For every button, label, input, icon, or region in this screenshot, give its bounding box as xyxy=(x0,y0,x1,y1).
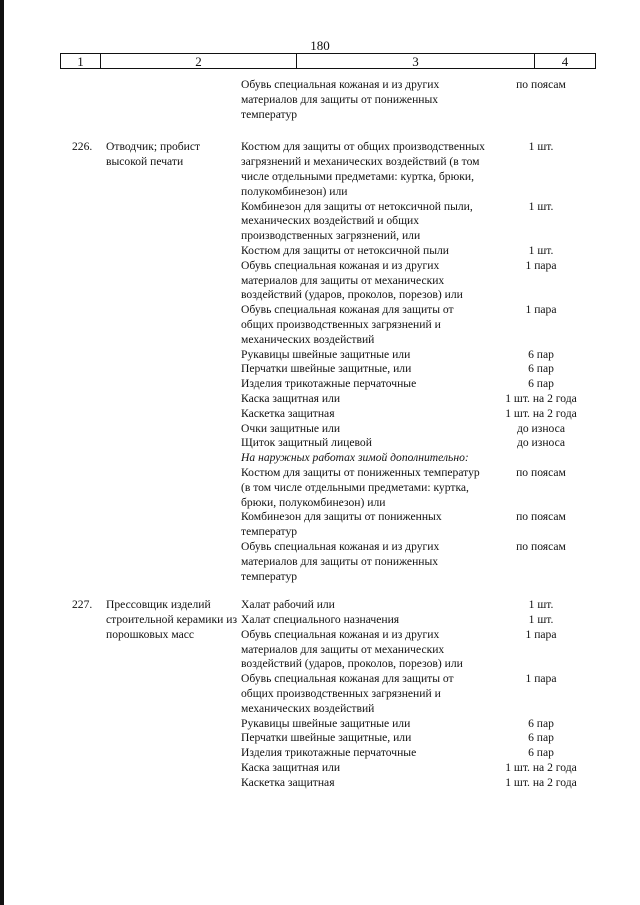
table-row xyxy=(241,540,596,584)
norm-cell: до износа xyxy=(516,436,566,450)
item-cell: Изделия трикотажные перчаточные xyxy=(241,377,417,391)
table-row xyxy=(241,598,596,613)
table-row xyxy=(241,672,596,716)
section-note: На наружных работах зимой дополнительно: xyxy=(241,451,469,465)
item-cell: Обувь специальная кожаная для защиты от общих производственных загрязнений и механических воздействий xyxy=(241,672,454,715)
norm-cell: 1 шт. на 2 года xyxy=(505,775,577,789)
item-cell: Изделия трикотажные перчаточные xyxy=(241,746,417,760)
page-number: 180 xyxy=(310,38,330,53)
column-header-1: 1 xyxy=(61,54,101,68)
item-cell: Халат специального назначения xyxy=(241,613,400,627)
norm-cell: 1 шт. xyxy=(528,613,554,627)
profession-name: Прессовщик изделий строительной керамики из порошковых масс xyxy=(106,598,238,641)
norm-cell: 1 шт. xyxy=(528,199,554,213)
item-cell: Костюм для защиты от нетоксичной пыли xyxy=(241,243,450,257)
table-row xyxy=(241,776,596,791)
entry-number: 226. xyxy=(72,140,93,154)
table-row xyxy=(241,362,596,377)
item-cell: Каскетка защитная xyxy=(241,406,335,420)
norm-cell: 1 пара xyxy=(525,627,557,641)
table-row xyxy=(241,392,596,407)
item-cell: Обувь специальная кожаная для защиты от общих производственных загрязнений и механических воздействий xyxy=(241,303,454,346)
table-row xyxy=(241,451,596,466)
table-row xyxy=(241,436,596,451)
entry-block xyxy=(60,598,596,790)
norm-cell: по поясам xyxy=(516,465,566,479)
norm-cell: по поясам xyxy=(516,78,566,91)
norm-cell: 1 пара xyxy=(525,672,557,686)
entry-block xyxy=(60,140,596,584)
table-row xyxy=(241,422,596,437)
table-row xyxy=(241,407,596,422)
item-cell: Обувь специальная кожаная и из других материалов для защиты от механических воздействий (ударов, проколов, порезов) или xyxy=(241,627,463,671)
table-row xyxy=(241,510,596,540)
item-cell: Каска защитная или xyxy=(241,761,341,775)
norm-cell: 1 шт. xyxy=(528,243,554,257)
table-row xyxy=(241,746,596,761)
norm-cell: 6 пар xyxy=(528,746,554,760)
profession-name: Отводчик; пробист высокой печати xyxy=(106,140,201,169)
column-header-row xyxy=(60,53,596,69)
table-row xyxy=(241,613,596,628)
norm-cell: по поясам xyxy=(516,510,566,524)
norm-cell: 1 шт. на 2 года xyxy=(505,391,577,405)
table-row xyxy=(60,78,596,122)
item-cell: Комбинезон для защиты от пониженных температур xyxy=(241,510,442,539)
norm-cell: 6 пар xyxy=(528,362,554,376)
norm-cell: 1 пара xyxy=(525,303,557,317)
table-row xyxy=(241,377,596,392)
column-header-3: 3 xyxy=(297,54,535,68)
norm-cell: 1 шт. на 2 года xyxy=(505,761,577,775)
table-row xyxy=(241,303,596,347)
table-row xyxy=(241,200,596,244)
norm-cell: до износа xyxy=(516,421,566,435)
item-cell: Комбинезон для защиты от нетоксичной пыли, механических воздействий и общих производственных загрязнений, или xyxy=(241,199,473,243)
scan-edge xyxy=(0,0,4,905)
item-cell: Очки защитные или xyxy=(241,421,341,435)
table-row xyxy=(241,244,596,259)
item-cell: Рукавицы швейные защитные или xyxy=(241,716,411,730)
entries-list xyxy=(60,140,596,790)
item-cell: Перчатки швейные защитные, или xyxy=(241,362,412,376)
item-cell: Обувь специальная кожаная и из других материалов для защиты от механических воздействий (ударов, проколов, порезов) или xyxy=(241,258,463,302)
item-cell: Костюм для защиты от общих производственных загрязнений и механических воздействий (в том числе отдельными предметами: куртка, брюки, полукомбинезон) или xyxy=(241,140,485,198)
norm-cell: 1 шт. xyxy=(528,598,554,612)
item-cell: Перчатки швейные защитные, или xyxy=(241,731,412,745)
norm-cell: 1 шт. на 2 года xyxy=(505,406,577,420)
table-row xyxy=(241,466,596,510)
table-row xyxy=(241,717,596,732)
table-row xyxy=(241,761,596,776)
entry-items xyxy=(241,140,596,584)
table-row xyxy=(241,259,596,303)
item-cell: Костюм для защиты от пониженных температур (в том числе отдельными предметами: куртка, брюки, полукомбинезон) или xyxy=(241,465,480,509)
column-header-4: 4 xyxy=(561,54,569,69)
norm-cell: 6 пар xyxy=(528,347,554,361)
item-cell: Каска защитная или xyxy=(241,391,341,405)
item-cell: Обувь специальная кожаная и из других материалов для защиты от пониженных температур xyxy=(241,539,440,583)
item-cell: Каскетка защитная xyxy=(241,775,335,789)
item-cell: Обувь специальная кожаная и из других материалов для защиты от пониженных температур xyxy=(241,78,440,121)
item-cell: Рукавицы швейные защитные или xyxy=(241,347,411,361)
column-header-2: 2 xyxy=(101,54,297,68)
entry-number: 227. xyxy=(72,598,93,612)
norm-cell: 1 пара xyxy=(525,258,557,272)
item-cell: Халат рабочий или xyxy=(241,598,335,612)
entry-items xyxy=(241,598,596,790)
table-row xyxy=(241,628,596,672)
norm-cell: 6 пар xyxy=(528,377,554,391)
norm-cell xyxy=(486,451,596,466)
table-row xyxy=(241,140,596,199)
table-row xyxy=(241,731,596,746)
norm-cell: 1 шт. xyxy=(528,140,554,154)
norm-cell: по поясам xyxy=(516,539,566,553)
item-cell: Щиток защитный лицевой xyxy=(241,436,372,450)
table-row xyxy=(241,348,596,363)
norm-cell: 6 пар xyxy=(528,716,554,730)
norms-table xyxy=(60,78,596,791)
norm-cell: 6 пар xyxy=(528,731,554,745)
